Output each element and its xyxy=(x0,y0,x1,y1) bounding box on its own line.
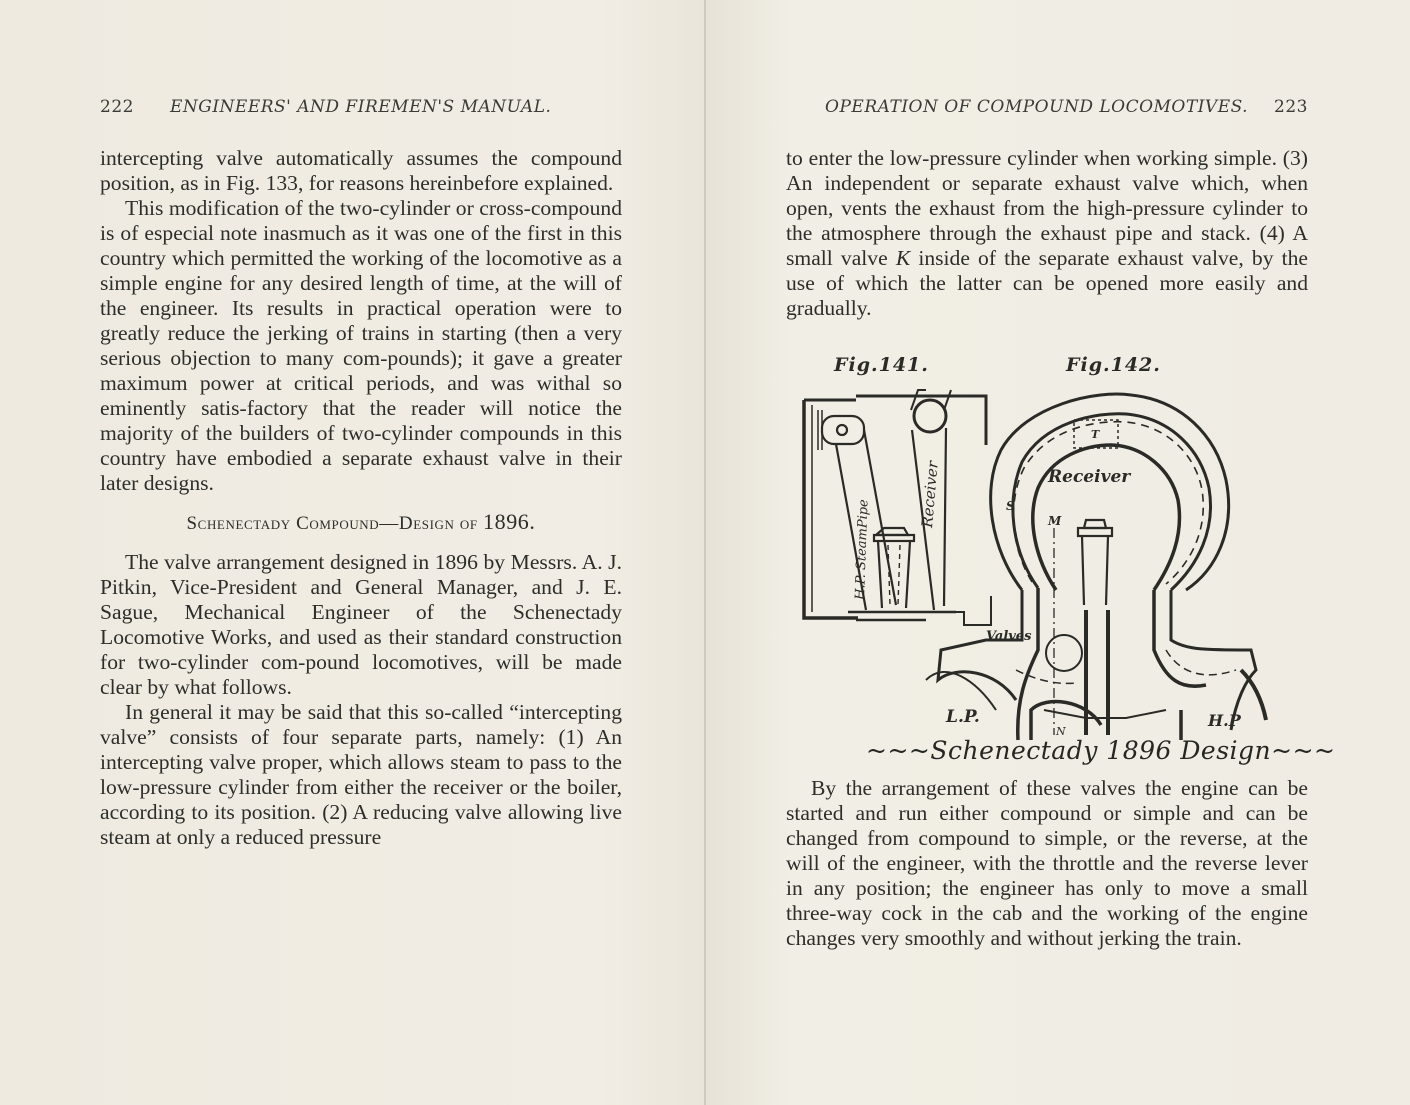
figure-caption: ~~~Schenectady 1896 Design~~~ xyxy=(866,736,1336,765)
right-running-head xyxy=(825,97,1308,117)
book-gutter xyxy=(704,0,706,1105)
section-heading-year: 1896. xyxy=(483,509,536,534)
right-body-text-top xyxy=(786,146,1308,321)
valve-letter: K xyxy=(895,246,911,270)
section-heading xyxy=(100,509,622,536)
label-hp: H.P xyxy=(1208,711,1241,730)
section-heading-text: Schenectady Compound—Design of xyxy=(186,513,483,534)
label-receiver-ring: Receiver xyxy=(1048,467,1131,487)
paragraph xyxy=(786,146,1308,321)
label-lp: L.P. xyxy=(946,707,980,727)
paragraph: intercepting valve automatically assumes the compound position, as in Fig. 133, for reasons hereinbefore explained. xyxy=(100,146,622,195)
paragraph-text: inside of the separate exhaust valve, by the use of which the latter can be opened more easily and gradually. xyxy=(786,246,1309,320)
left-body-text xyxy=(100,146,622,850)
paragraph-text: to enter the low-pressure cylinder when working simple. (3) An independent or separate exhaust valve which, when open, vents the exhaust from the high-pressure cylinder to the atmosphere through the exhaust pipe and stack. (4) A small valve xyxy=(786,146,1308,270)
paragraph: This modification of the two-cylinder or cross-compound is of especial note inasmuch as it was one of the first in this country which permitted the working of the locomotive as a simple engine for any desired length of time, at the will of the engineer. Its results in practical operation were to greatly reduce the jerking of trains in starting (then a very serious objection to many com-pounds); it gave a greater maximum power at critical periods, and was withal so eminently satis-factory that the reader will notice the majority of the builders of two-cylinder compounds in this country have embodied a separate exhaust valve in their later designs. xyxy=(100,196,622,495)
fig-141-label: Fig.141. xyxy=(834,354,929,376)
paragraph: The valve arrangement designed in 1896 by Messrs. A. J. Pitkin, Vice-President and General Manager, and J. E. Sague, Mechanical Engineer of the Schenectady Locomotive Works, and used as their standard construction for two-cylinder com-pound locomotives, will be made clear by what follows. xyxy=(100,550,622,699)
fig-142-label: Fig.142. xyxy=(1066,354,1161,376)
right-body-text-bottom xyxy=(786,776,1308,951)
valve-diagram-figure xyxy=(786,350,1336,775)
paragraph: By the arrangement of these valves the engine can be started and run either compound or simple and can be changed from compound to simple, or the reverse, at the will of the engineer, with the throttle and the reverse lever in any position; the engineer has only to move a small three-way cock in the cab and the working of the engine changes very smoothly and without jerking the train. xyxy=(786,776,1308,950)
right-page-number: 223 xyxy=(1274,97,1308,117)
left-running-head xyxy=(100,97,622,117)
valve-diagram-drawing xyxy=(786,350,1308,775)
label-s: S xyxy=(1006,499,1015,513)
label-hp-steam-pipe: H.P. SteamPipe xyxy=(853,499,872,601)
label-m: M xyxy=(1048,514,1062,528)
label-receiver-vertical: Receiver xyxy=(918,460,942,529)
paragraph: In general it may be said that this so-called “intercepting valve” consists of four separate parts, namely: (1) An intercepting valve proper, which allows steam to pass to the low-pressure cylinder from either the receiver or the boiler, according to its position. (2) A reducing valve allowing live steam at only a reduced pressure xyxy=(100,700,622,849)
left-running-title: ENGINEERS' AND FIREMEN'S MANUAL. xyxy=(169,97,552,117)
label-t: T xyxy=(1091,428,1100,441)
left-page-number: 222 xyxy=(100,97,134,117)
label-n: N xyxy=(1056,725,1066,738)
label-valves: Valves xyxy=(986,629,1032,644)
right-running-title: OPERATION OF COMPOUND LOCOMOTIVES. xyxy=(825,97,1249,117)
